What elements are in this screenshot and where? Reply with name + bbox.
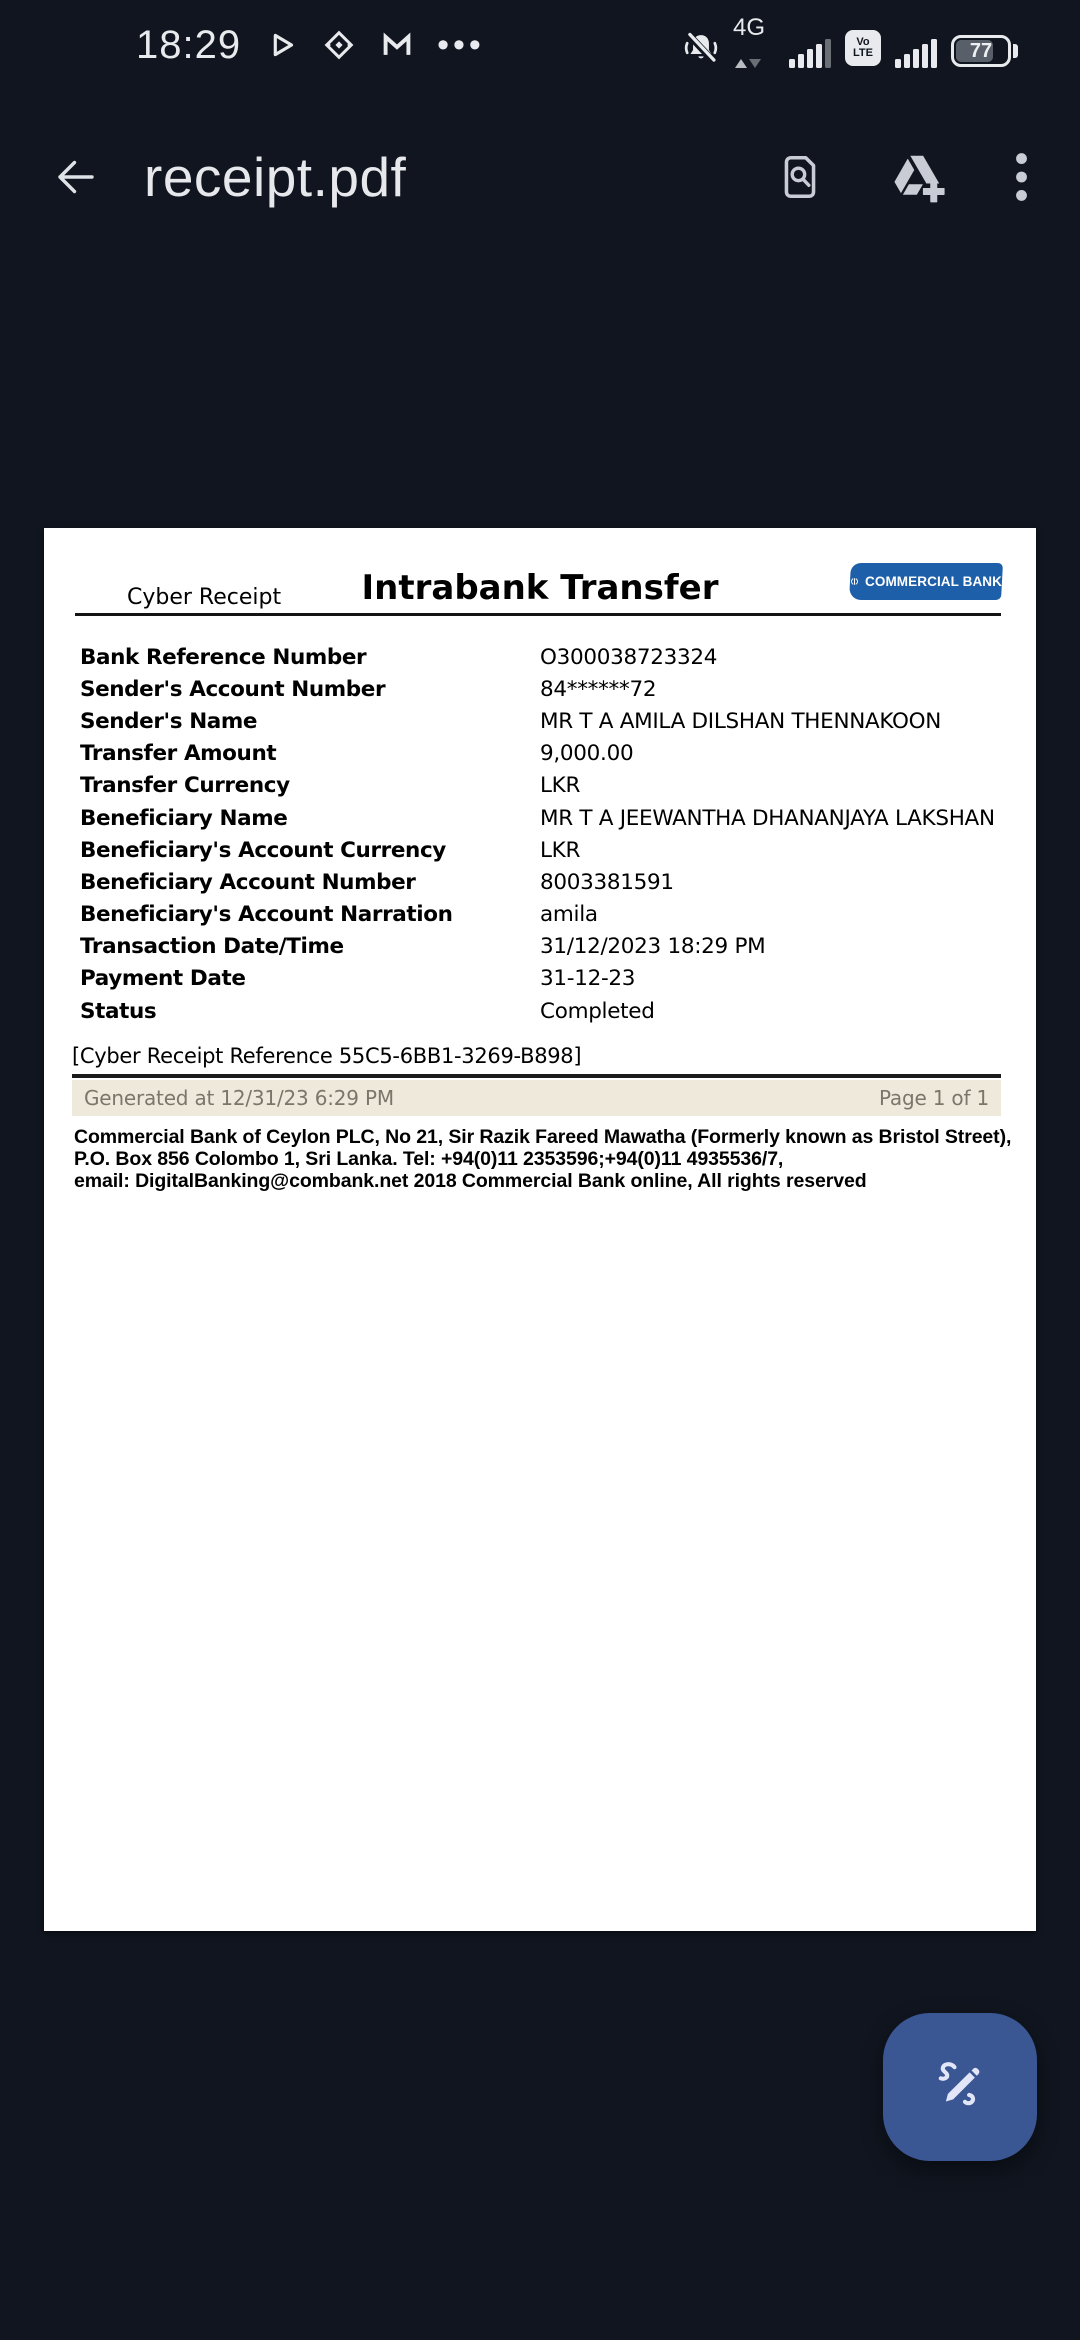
- clock: 18:29: [136, 22, 242, 67]
- play-icon: [263, 27, 299, 63]
- generated-at: Generated at 12/31/23 6:29 PM: [84, 1086, 394, 1110]
- battery-icon: [951, 35, 1018, 67]
- document-title: receipt.pdf: [144, 146, 407, 208]
- battery-percent: 77: [969, 39, 993, 62]
- overflow-menu-icon[interactable]: [1008, 149, 1034, 205]
- field-row: Payment Date 31-12-23: [80, 966, 636, 992]
- field-row: Beneficiary's Account Currency LKR: [80, 837, 581, 863]
- back-button[interactable]: [50, 152, 100, 202]
- annotate-fab[interactable]: [883, 2013, 1037, 2161]
- field-row: Bank Reference Number O300038723324: [80, 644, 718, 670]
- add-to-drive-icon[interactable]: [890, 149, 946, 205]
- signal-sim1: [733, 16, 831, 74]
- field-row: Beneficiary Name MR T A JEEWANTHA DHANANJAYA LAKSHAN: [80, 805, 995, 831]
- signal-bars-sim2-icon: [895, 16, 937, 74]
- data-activity-icon: [735, 59, 761, 68]
- pdf-page: [44, 528, 1036, 1931]
- generated-band: [72, 1080, 1001, 1116]
- cyber-receipt-reference: [Cyber Receipt Reference 55C5-6BB1-3269-B898]: [72, 1044, 582, 1068]
- commercial-bank-logo: [849, 563, 1003, 600]
- navigation-bar: [0, 2210, 1080, 2340]
- field-row: Status Completed: [80, 998, 655, 1024]
- doc-type-label: Cyber Receipt: [127, 585, 282, 610]
- receipt-fields: [80, 641, 1020, 1027]
- separator-rule: [72, 1074, 1001, 1078]
- receipt-title: Intrabank Transfer: [361, 568, 719, 608]
- annotate-icon: [927, 2054, 993, 2120]
- field-row: Transaction Date/Time 31/12/2023 18:29 PM: [80, 934, 766, 960]
- app-bar: [0, 112, 1080, 242]
- bank-emblem-icon: [850, 570, 859, 593]
- field-row: Sender's Name MR T A AMILA DILSHAN THENNAKOON: [80, 708, 942, 734]
- binance-icon: [321, 27, 357, 63]
- field-row: Beneficiary's Account Narration amila: [80, 902, 598, 928]
- field-row: Sender's Account Number 84******72: [80, 676, 657, 702]
- bank-name: COMMERCIAL BANK: [865, 574, 1002, 589]
- more-notifications-icon: •••: [437, 26, 485, 64]
- gmail-icon: [379, 27, 415, 63]
- field-row: Transfer Amount 9,000.00: [80, 741, 634, 767]
- notifications-muted-icon: [683, 30, 719, 66]
- network-type-label: 4G: [733, 14, 766, 41]
- status-bar: [0, 0, 1080, 90]
- bank-footer: Commercial Bank of Ceylon PLC, No 21, Sir Razik Fareed Mawatha (Formerly known as Bristol Street), P.O. Box 856 Colombo 1, Sri Lanka. Tel: +94(0)11 2353596;+94(0)11 4935536/7, email: DigitalBanking@combank.net 2018 Commercial Bank online, All rights reserved: [74, 1126, 1012, 1192]
- field-row: Transfer Currency LKR: [80, 773, 581, 799]
- find-in-document-icon[interactable]: [772, 149, 828, 205]
- volte-badge: Vo LTE: [845, 30, 881, 66]
- page-indicator: Page 1 of 1: [878, 1086, 989, 1110]
- signal-bars-icon: [789, 39, 831, 68]
- header-rule: [75, 613, 1001, 616]
- field-row: Beneficiary Account Number 8003381591: [80, 869, 674, 895]
